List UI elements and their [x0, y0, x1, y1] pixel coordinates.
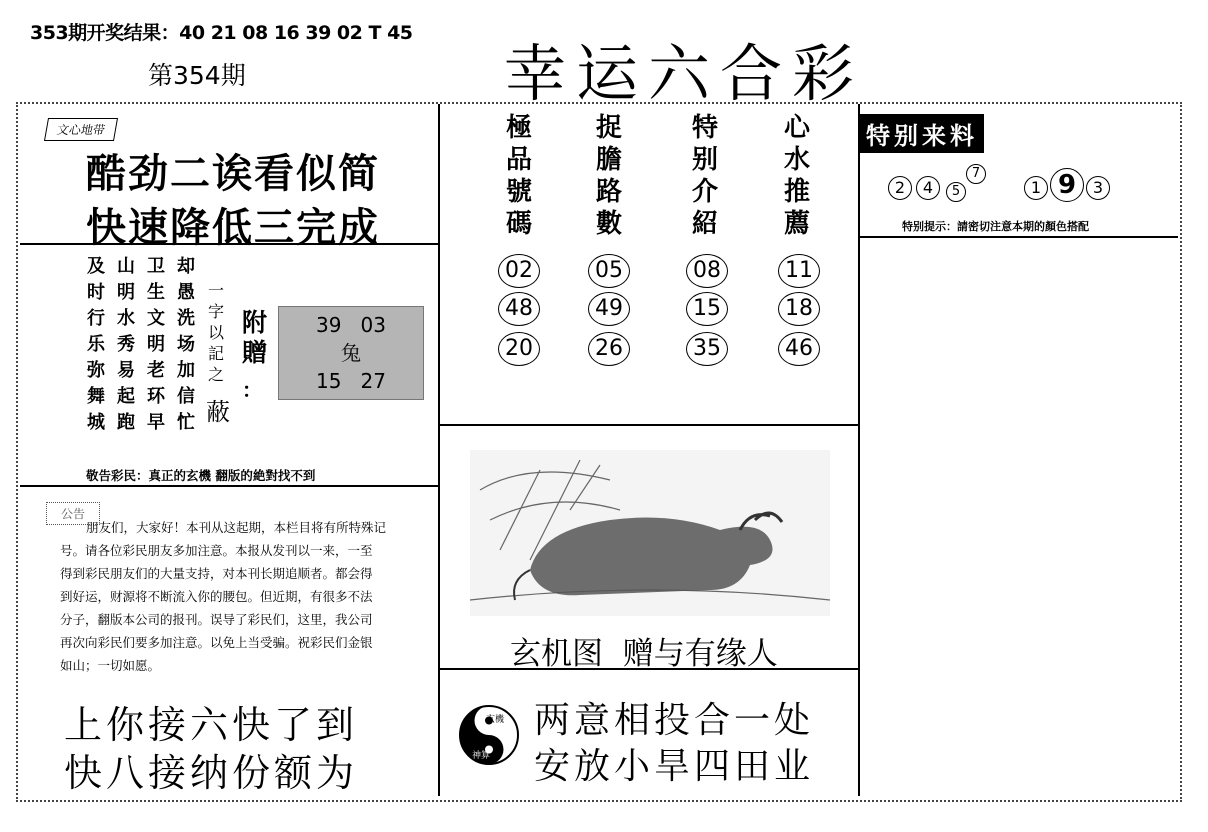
notice-badge: 公告: [46, 502, 100, 525]
special-ball: 2: [888, 176, 912, 200]
number-ball: 08: [686, 254, 728, 288]
riddle-side-answer: 蔽: [206, 398, 230, 426]
header-char: 極: [505, 113, 532, 143]
riddle-side-text: 一字以記之: [208, 281, 225, 384]
notice-line: 如山；一切如愿。: [60, 658, 161, 673]
issue-number: 第354期: [148, 61, 246, 90]
special-ball: 5: [946, 182, 966, 202]
header-char: 别: [691, 145, 718, 175]
poem-char: 秀: [117, 334, 135, 355]
special-panel: [860, 108, 1174, 236]
header-char: 介: [691, 177, 718, 207]
poem-char: 加: [177, 360, 195, 381]
gift-box: [278, 306, 424, 400]
poem-panel: [20, 246, 436, 486]
emblem-text-a: 玄機: [486, 715, 505, 725]
divider: [860, 236, 1178, 238]
grid-header-2: [592, 112, 626, 240]
section-badge: 文心地带: [44, 118, 118, 141]
special-title: 特别来料: [860, 114, 984, 153]
number-ball: 26: [588, 332, 630, 366]
number-ball: 35: [686, 332, 728, 366]
poem-col-1: [84, 254, 108, 436]
poem-char: 愚: [177, 282, 195, 303]
special-hint: 特别提示：請密切注意本期的顏色搭配: [902, 220, 1089, 233]
notice-line: 再次向彩民们要多加注意。以免上当受骗。祝彩民们金银: [60, 635, 373, 650]
poem-char: 行: [87, 308, 105, 329]
number-ball: 49: [588, 292, 630, 326]
poem-char: 明: [147, 334, 165, 355]
bottom-left-line-2: 快八接纳份额为: [64, 751, 359, 795]
poem-char: 却: [177, 256, 195, 277]
poem-char: 起: [117, 386, 135, 407]
header-char: 膽: [595, 145, 622, 175]
poem-char: 场: [177, 334, 195, 355]
special-ball: 1: [1024, 176, 1048, 200]
divider: [440, 424, 860, 426]
grid-header-4: [780, 112, 814, 240]
yin-yang-emblem: [458, 704, 520, 766]
poem-char: 山: [117, 256, 135, 277]
poem-col-4: [174, 254, 198, 436]
notice-line: 朋友们，大家好！本刊从这起期，本栏目将有所特殊记: [86, 520, 387, 535]
poem-char: 忙: [177, 412, 195, 433]
notice-body: [60, 516, 430, 677]
poem-char: 生: [147, 282, 165, 303]
number-ball: 48: [498, 292, 540, 326]
header-char: 薦: [783, 209, 810, 239]
bottom-mid-line-2: 安放小旱四田业: [534, 746, 815, 787]
header-char: 號: [505, 177, 532, 207]
bottom-mid-line-1: 两意相投合一处: [534, 700, 815, 741]
notice-line: 分子，翻版本公司的报刊。误导了彩民们，这里，我公司: [60, 612, 373, 627]
poem-char: 乐: [87, 334, 105, 355]
notice-line: 得到彩民朋友们的大量支持，对本刊长期追顺者。都会得: [60, 566, 373, 581]
poem-char: 水: [117, 308, 135, 329]
poem-char: 时: [87, 282, 105, 303]
poem-col-3: [144, 254, 168, 436]
gift-numbers-bottom: 15 27: [316, 369, 386, 393]
poem-char: 易: [117, 360, 135, 381]
notice-line: 到好运，财源将不断流入你的腰包。但近期，有很多不法: [60, 589, 373, 604]
number-ball: 02: [498, 254, 540, 288]
left-top-panel: [20, 104, 436, 251]
divider: [20, 485, 438, 487]
poem-char: 明: [117, 282, 135, 303]
special-ball: 4: [916, 176, 940, 200]
picture-caption: 玄机图 赠与有缘人: [510, 636, 778, 672]
number-ball: 20: [498, 332, 540, 366]
emblem-text-b: 神算: [472, 751, 491, 761]
header-char: 推: [783, 177, 810, 207]
grid-header-3: [688, 112, 722, 240]
riddle-line-2: 快速降低三完成: [86, 205, 380, 251]
header-char: 碼: [505, 209, 532, 239]
ox-icon: [470, 450, 830, 616]
header-char: 路: [595, 177, 622, 207]
ox-illustration: [470, 450, 830, 616]
header-char: 捉: [595, 113, 622, 143]
poem-char: 跑: [117, 412, 135, 433]
notice-line: 号。请各位彩民朋友多加注意。本报从发刊以一来，一至: [60, 543, 373, 558]
gift-zodiac: 兔: [341, 341, 361, 365]
poem-char: 早: [147, 412, 165, 433]
number-ball: 15: [686, 292, 728, 326]
number-grid: [440, 104, 858, 424]
poem-col-2: [114, 254, 138, 436]
gift-numbers-top: 39 03: [316, 313, 386, 337]
poem-char: 环: [147, 386, 165, 407]
header-char: 紹: [691, 209, 718, 239]
poem-char: 卫: [147, 256, 165, 277]
poem-char: 城: [87, 412, 105, 433]
gift-label: 附贈: [242, 308, 268, 367]
special-balls: [888, 162, 1148, 212]
header-char: 特: [691, 113, 718, 143]
number-ball: 18: [778, 292, 820, 326]
bottom-left-line-1: 上你接六快了到: [64, 703, 359, 747]
grid-header-1: [502, 112, 536, 240]
header-char: 數: [595, 209, 622, 239]
divider: [440, 668, 860, 670]
header-char: 心: [783, 113, 810, 143]
number-ball: 46: [778, 332, 820, 366]
poem-char: 信: [177, 386, 195, 407]
divider: [20, 243, 438, 245]
poem-char: 舞: [87, 386, 105, 407]
poem-char: 老: [147, 360, 165, 381]
special-ball: 3: [1086, 176, 1110, 200]
number-ball: 11: [778, 254, 820, 288]
poem-char: 洗: [177, 308, 195, 329]
number-ball: 05: [588, 254, 630, 288]
header-char: 品: [505, 145, 532, 175]
warning-text: 敬告彩民：真正的玄機 翻版的絶對找不到: [86, 468, 316, 483]
poem-char: 文: [147, 308, 165, 329]
poem-char: 及: [87, 256, 105, 277]
notice-panel: [20, 488, 436, 673]
gift-colon: ：: [242, 378, 262, 402]
header-char: 水: [783, 145, 810, 175]
special-ball: 7: [966, 164, 986, 184]
poem-char: 弥: [87, 360, 105, 381]
previous-result: 353期开奖结果：40 21 08 16 39 02 T 45: [30, 22, 413, 44]
special-ball: 9: [1050, 168, 1084, 202]
page-title: 幸运六合彩: [504, 37, 865, 110]
riddle-line-1: 酷劲二诶看似简: [86, 151, 380, 197]
